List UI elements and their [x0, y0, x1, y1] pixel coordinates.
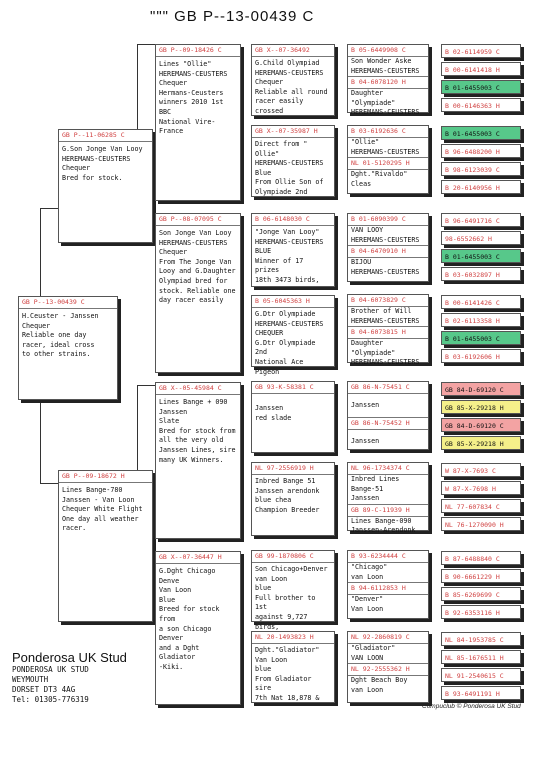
gen3-card — [251, 213, 335, 287]
gen4-text: "Gladiator" VAN LOON — [348, 643, 428, 663]
gen5-ring: B 03-6192606 H — [441, 349, 521, 363]
gen3-card — [251, 631, 335, 703]
gen3-text: Inbred Bange 51 Janssen arendonk blue chea Champion Breeder — [252, 474, 334, 515]
copyright: Compuclub © Ponderosa UK Stud — [422, 703, 521, 710]
gen5-ring: W 87-X-7698 H — [441, 481, 521, 495]
gen4-text: VAN LOOY HEREMANS-CEUSTERS — [348, 225, 428, 245]
gen5-ring: GB 85-X-29218 H — [441, 400, 521, 414]
gen3-ring: GB X--07-35987 H — [255, 127, 318, 135]
gen4-text: Brother of Will HEREMANS-CEUSTERS — [348, 306, 428, 326]
gen5-ring: B 03-6032897 H — [441, 267, 521, 281]
gen3-ring: NL 97-2556919 H — [255, 464, 314, 472]
gen5-ring: NL 85-1676511 H — [441, 650, 521, 664]
phone-line: Tel: 01305-776319 — [12, 695, 89, 704]
sire-card — [58, 129, 153, 243]
gen2-text: Lines "Ollie" HEREMANS-CEUSTERS Chequer Hermans-Ceusters winners 2010 1st BBC National Vire-France — [156, 56, 240, 137]
gen5-ring: NL 84-1953785 C — [441, 632, 521, 646]
gen3-text: Dght."Gladiator" Van Loon blue From Gladiator sire 7th Nat 18,878 & — [252, 643, 334, 704]
gen5-ring: NL 77-607834 C — [441, 499, 521, 513]
gen3-text: "Jonge Van Looy" HEREMANS-CEUSTERS BLUE Winner of 17 prizes 18th 3473 birds, — [252, 225, 334, 286]
gen5-ring: B 01-6455003 C — [441, 126, 521, 140]
gen5-ring: B 85-6269699 C — [441, 587, 521, 601]
gen4-text: Dght."Rivaldo" Cleas — [348, 169, 428, 189]
dam-text: Lines Bange-780 Janssen - Van Loon Chequer White Flight One day all weather racer. — [59, 482, 152, 534]
gen4-card — [347, 381, 429, 450]
gen5-group — [441, 551, 521, 645]
gen4-text: Janssen — [348, 393, 428, 417]
gen5-ring: B 00-6141426 C — [441, 295, 521, 309]
gen4-ring: GB 89-C-11939 H — [348, 504, 428, 516]
gen4-ring: NL 96-1734374 C — [351, 464, 410, 472]
gen4-ring: NL 92-2860819 C — [351, 633, 410, 641]
gen5-group — [441, 126, 521, 220]
stud-name: Ponderosa UK Stud — [12, 650, 127, 665]
gen5-group — [441, 213, 521, 307]
gen2-card — [155, 213, 241, 373]
gen5-ring: NL 76-1270090 H — [441, 517, 521, 531]
gen5-group — [441, 463, 521, 557]
gen2-text: G.Dght Chicago Denve Van Loon Blue Breed for stock from a son Chicago Denver and a Dght Gladiator -Kiki. — [156, 563, 240, 673]
gen4-ring: NL 92-2555362 H — [348, 663, 428, 675]
gen2-ring: GB X--05-45984 C — [159, 384, 222, 392]
gen4-card — [347, 631, 429, 703]
gen5-ring: B 98-6123039 C — [441, 162, 521, 176]
gen2-card — [155, 551, 241, 705]
gen2-ring: GB P--09-18426 C — [159, 46, 222, 54]
address-line: DORSET DT3 4AG — [12, 685, 76, 694]
gen3-card — [251, 462, 335, 536]
gen3-text: Janssen red slade — [252, 393, 334, 423]
gen4-text: Daughter "Olympiade" HEREMANS-CEUSTERS — [348, 338, 428, 368]
gen2-card — [155, 44, 241, 201]
address-line: PONDEROSA UK STUD — [12, 665, 89, 674]
breeder-info — [12, 650, 127, 705]
address-line: WEYMOUTH — [12, 675, 49, 684]
gen4-text: Lines Bange-090 Janssen-Arendonk — [348, 516, 428, 536]
gen5-ring: 98-6552662 H — [441, 231, 521, 245]
gen5-ring: B 02-6114959 C — [441, 44, 521, 58]
gen4-ring: B 05-6449908 C — [351, 46, 406, 54]
gen2-card — [155, 382, 241, 539]
gen5-ring: W 87-X-7693 C — [441, 463, 521, 477]
gen5-group — [441, 632, 521, 726]
gen4-text: BIJOU HEREMANS-CEUSTERS — [348, 257, 428, 277]
gen5-group — [441, 382, 521, 476]
gen5-ring: B 02-6113358 H — [441, 313, 521, 327]
gen2-ring: GB X--07-36447 H — [159, 553, 222, 561]
gen4-card — [347, 550, 429, 619]
gen3-text: G.Child Olympiad HEREMANS-CEUSTERS Chequer Reliable all round racer easily crossed — [252, 56, 334, 117]
gen4-ring: B 01-6090399 C — [351, 215, 406, 223]
gen4-text: "Ollie" HEREMANS-CEUSTERS — [348, 137, 428, 157]
gen4-card — [347, 125, 429, 194]
gen5-group — [441, 44, 521, 138]
gen4-card — [347, 294, 429, 367]
gen4-ring: B 04-6073829 C — [351, 296, 406, 304]
gen3-card — [251, 381, 335, 453]
gen3-text: G.Dtr Olympiade HEREMANS-CEUSTERS CHEQUER G.Dtr Olympiade 2nd National Ace Pigeon — [252, 307, 334, 377]
gen5-ring: GB 84-D-69120 C — [441, 418, 521, 432]
gen5-ring: B 87-6488840 C — [441, 551, 521, 565]
gen5-ring: B 00-6146363 H — [441, 98, 521, 112]
gen3-ring: NL 20-1493823 H — [255, 633, 314, 641]
gen4-ring: GB 86-N-75451 C — [351, 383, 410, 391]
gen4-card — [347, 213, 429, 282]
gen3-text: Direct from " Ollie" HEREMANS-CEUSTERS Blue From Ollie Son of Olympiade 2nd — [252, 137, 334, 198]
gen3-ring: GB 99-1870806 C — [255, 552, 314, 560]
gen4-ring: B 93-6234444 C — [351, 552, 406, 560]
gen4-text: "Chicago" van Loon — [348, 562, 428, 582]
gen4-card — [347, 44, 429, 117]
dam-card — [58, 470, 153, 622]
gen4-text: "Denver" Van Loon — [348, 594, 428, 614]
gen4-ring: B 03-6192636 C — [351, 127, 406, 135]
gen4-card — [347, 462, 429, 535]
gen5-ring: B 90-6661229 H — [441, 569, 521, 583]
gen5-ring: B 01-6455003 C — [441, 331, 521, 345]
gen2-ring: GB P--08-07095 C — [159, 215, 222, 223]
gen3-ring: GB X--07-36492 — [255, 46, 310, 54]
gen5-ring: B 96-6488200 H — [441, 144, 521, 158]
gen3-card — [251, 44, 335, 116]
gen5-ring: B 01-6455003 C — [441, 249, 521, 263]
gen5-ring: B 93-6491191 H — [441, 686, 521, 700]
pedigree-title: """ GB P--13-00439 C — [150, 8, 315, 25]
gen5-ring: B 01-6455003 C — [441, 80, 521, 94]
gen4-text: Son Wonder Aske HEREMANS-CEUSTERS — [348, 56, 428, 76]
gen3-card — [251, 295, 335, 376]
gen4-ring: GB 86-N-75452 H — [348, 417, 428, 429]
gen5-ring: GB 84-D-69120 C — [441, 382, 521, 396]
gen4-ring: B 94-6112853 H — [348, 582, 428, 594]
gen4-ring: B 04-6073815 H — [348, 326, 428, 338]
gen4-ring: NL 01-5120295 H — [348, 157, 428, 169]
subject-ring: GB P--13-00439 C — [22, 298, 85, 306]
sire-ring: GB P--11-06285 C — [62, 131, 125, 139]
gen4-text: Daughter "Olympiade" HEREMANS-CEUSTERS — [348, 88, 428, 118]
gen3-ring: B 06-6148030 C — [255, 215, 310, 223]
gen4-text: Janssen — [348, 429, 428, 447]
gen5-ring: B 96-6491716 C — [441, 213, 521, 227]
gen4-ring: B 04-6078120 H — [348, 76, 428, 88]
gen3-card — [251, 125, 335, 197]
gen4-text: Inbred Lines Bange-51 Janssen — [348, 474, 428, 504]
gen2-text: Son Jonge Van Looy HEREMANS-CEUSTERS Chequer From The Jonge Van Looy and G.Daughter Olympiad bred for stock. Reliable one day racer easily — [156, 225, 240, 306]
gen4-ring: B 04-6470910 H — [348, 245, 428, 257]
gen2-text: Lines Bange + 090 Janssen Slate Bred for stock from all the very old Janssen Lines, sire many UK Winners. — [156, 394, 240, 465]
gen3-ring: B 05-6045363 H — [255, 297, 310, 305]
gen5-group — [441, 295, 521, 389]
gen3-card — [251, 550, 335, 631]
subject-card — [18, 296, 118, 400]
gen5-ring: GB 85-X-29218 H — [441, 436, 521, 450]
sire-text: G.Son Jonge Van Looy HEREMANS-CEUSTERS Chequer Bred for stock. — [59, 141, 152, 183]
subject-text: H.Ceuster - Janssen Chequer Reliable one day racer, ideal cross to other strains. — [19, 308, 117, 360]
gen5-ring: B 92-6353116 H — [441, 605, 521, 619]
gen3-ring: GB 93-K-58381 C — [255, 383, 314, 391]
gen4-text: Dght Beach Boy van Loon — [348, 675, 428, 695]
gen5-ring: NL 91-2540615 C — [441, 668, 521, 682]
dam-ring: GB P--09-18672 H — [62, 472, 125, 480]
gen3-text: Son Chicago+Denver van Loon blue Full brother to 1st against 9,727 birds, — [252, 562, 334, 632]
gen5-ring: B 00-6141418 H — [441, 62, 521, 76]
gen5-ring: B 20-6140956 H — [441, 180, 521, 194]
